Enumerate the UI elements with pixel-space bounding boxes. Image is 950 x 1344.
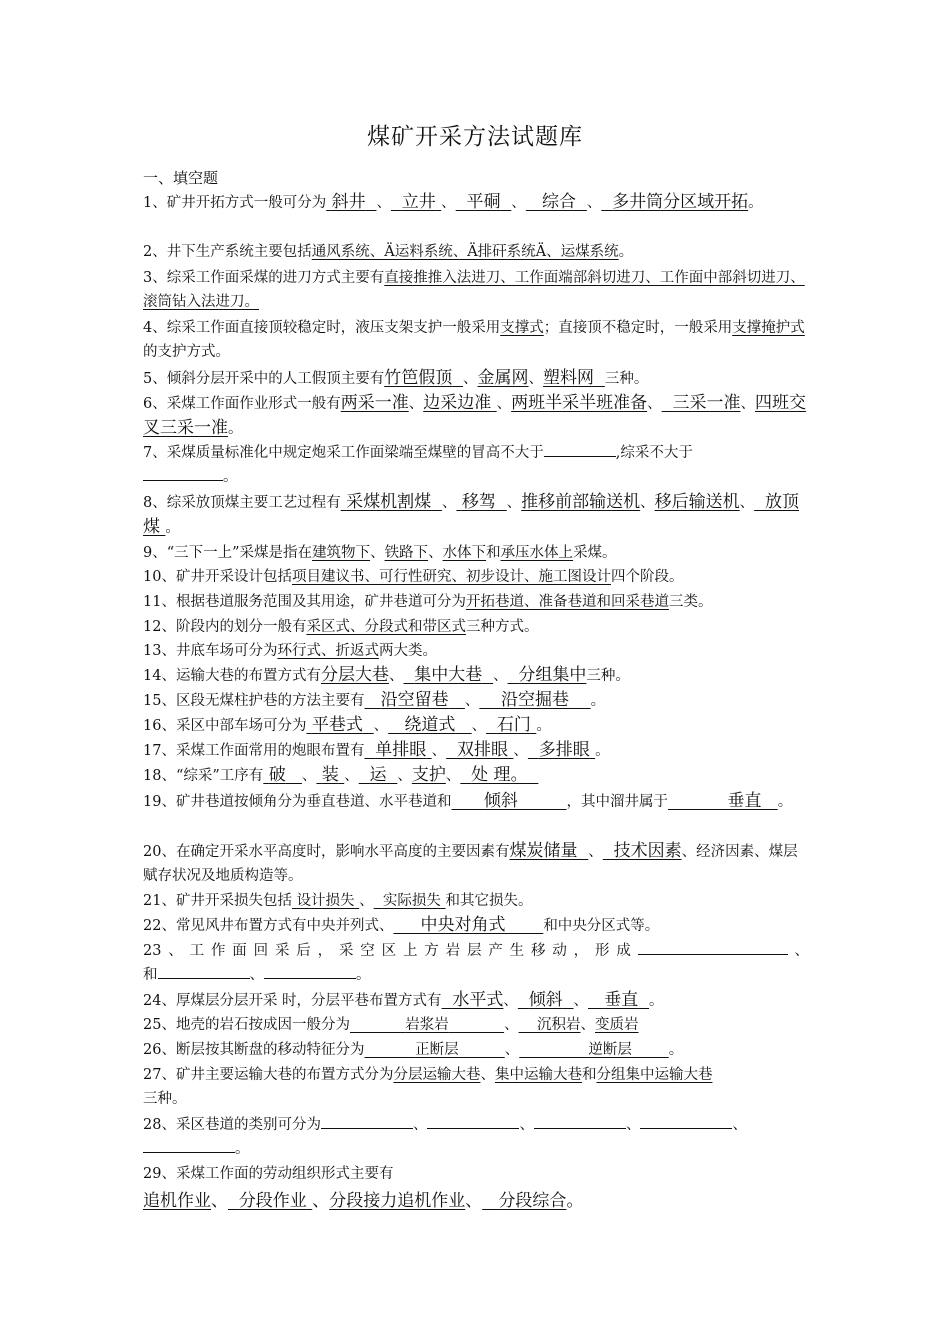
question-11: 11、根据巷道服务范围及其用途，矿井巷道可分为开拓巷道、准备巷道和回采巷道三类。	[143, 594, 713, 610]
question-29-answers: 追机作业、 分段作业 、分段接力追机作业、 分段综合。	[143, 1191, 584, 1211]
question-25: 25、地壳的岩石按成因一般分为 岩浆岩 、 沉积岩、变质岩	[143, 1017, 639, 1033]
question-17: 17、采煤工作面常用的炮眼布置有 单排眼 、 双排眼 、 多排眼 。	[143, 740, 610, 760]
question-13: 13、井底车场可分为环行式、折返式两大类。	[143, 643, 437, 659]
question-23: 23、工作面回采后，采空区上方岩层产生移动，形成 、	[143, 939, 809, 963]
question-28: 28、采区巷道的类别可分为 、 、 、 、 。	[143, 1113, 809, 1161]
question-6: 6、采煤工作面作业形式一般有两采一准、边采边准 、两班半采半班准备、 三采一准、四班交叉三采一准。	[143, 393, 806, 438]
question-8: 8、综采放顶煤主要工艺过程有 采煤机割煤 、 移驾 、推移前部输送机、移后输送机、 放顶煤 。	[143, 492, 799, 537]
question-27: 27、矿井主要运输大巷的布置方式分为分层运输大巷、集中运输大巷和分组集中运输大巷 三种。	[143, 1067, 713, 1107]
question-1: 1、矿井开拓方式一般可分为 斜井 、 立井 、 平硐 、 综合 、 多井筒分区域开拓。	[143, 192, 763, 212]
question-4: 4、综采工作面直接顶较稳定时，液压支架支护一般采用支撑式；直接顶不稳定时，一般采用支撑掩护式 的支护方式。	[143, 320, 805, 360]
question-3: 3、综采工作面采煤的进刀方式主要有直接推推入法进刀、工作面端部斜切进刀、工作面中部斜切进刀、滚筒钻入法进刀。	[143, 270, 805, 310]
question-2: 2、井下生产系统主要包括通风系统、Ä运料系统、Ä排矸系统Ä、运煤系统。	[143, 244, 634, 260]
question-15: 15、区段无煤柱护巷的方法主要有 沿空留巷 、 沿空掘巷 。	[143, 690, 606, 710]
section-heading: 一、填空题	[143, 169, 219, 187]
question-7: 7、采煤质量标准化中规定炮采工作面梁端至煤壁的冒高不大于 ,综采不大于 。	[143, 441, 809, 489]
question-24: 24、厚煤层分层开采 时，分层平巷布置方式有 水平式、 倾斜 、 垂直 。	[143, 990, 664, 1010]
question-26: 26、断层按其断盘的移动特征分为 正断层 、 逆断层 。	[143, 1042, 684, 1058]
question-12: 12、阶段内的划分一般有采区式、分段式和带区式三种方式。	[143, 619, 539, 635]
question-14: 14、运输大巷的布置方式有分层大巷、 集中大巷 、 分组集中三种。	[143, 665, 630, 685]
question-19: 19、矿井巷道按倾角分为垂直巷道、水平巷道和 倾斜 ，其中溜井属于 垂直 。	[143, 791, 793, 811]
question-23-cont: 和 、 。	[143, 963, 809, 987]
question-10: 10、矿井开采设计包括项目建议书、可行性研究、初步设计、施工图设计四个阶段。	[143, 569, 684, 585]
question-18: 18、“综采”工序有 破 、 装 、 运 、支护、 处 理。	[143, 765, 528, 785]
question-16: 16、采区中部车场可分为 平巷式 、 绕道式 、 石门 。	[143, 715, 551, 735]
page-title: 煤矿开采方法试题库	[367, 124, 583, 150]
question-29: 29、采煤工作面的劳动组织形式主要有	[143, 1166, 394, 1182]
question-20: 20、在确定开采水平高度时，影响水平高度的主要因素有煤炭储量 、 技术因素、经济因素、煤层赋存状况及地质构造等。	[143, 841, 798, 884]
question-9: 9、“三下一上”采煤是指在建筑物下、铁路下、水体下和承压水体上采煤。	[143, 545, 617, 561]
question-22: 22、常见风井布置方式有中央并列式、 中央对角式 和中央分区式等。	[143, 915, 660, 935]
question-5: 5、倾斜分层开采中的人工假顶主要有竹笆假顶 、金属网、塑料网 三种。	[143, 368, 649, 388]
question-21: 21、矿井开采损失包括 设计损失 、 实际损失 和其它损失。	[143, 893, 533, 909]
